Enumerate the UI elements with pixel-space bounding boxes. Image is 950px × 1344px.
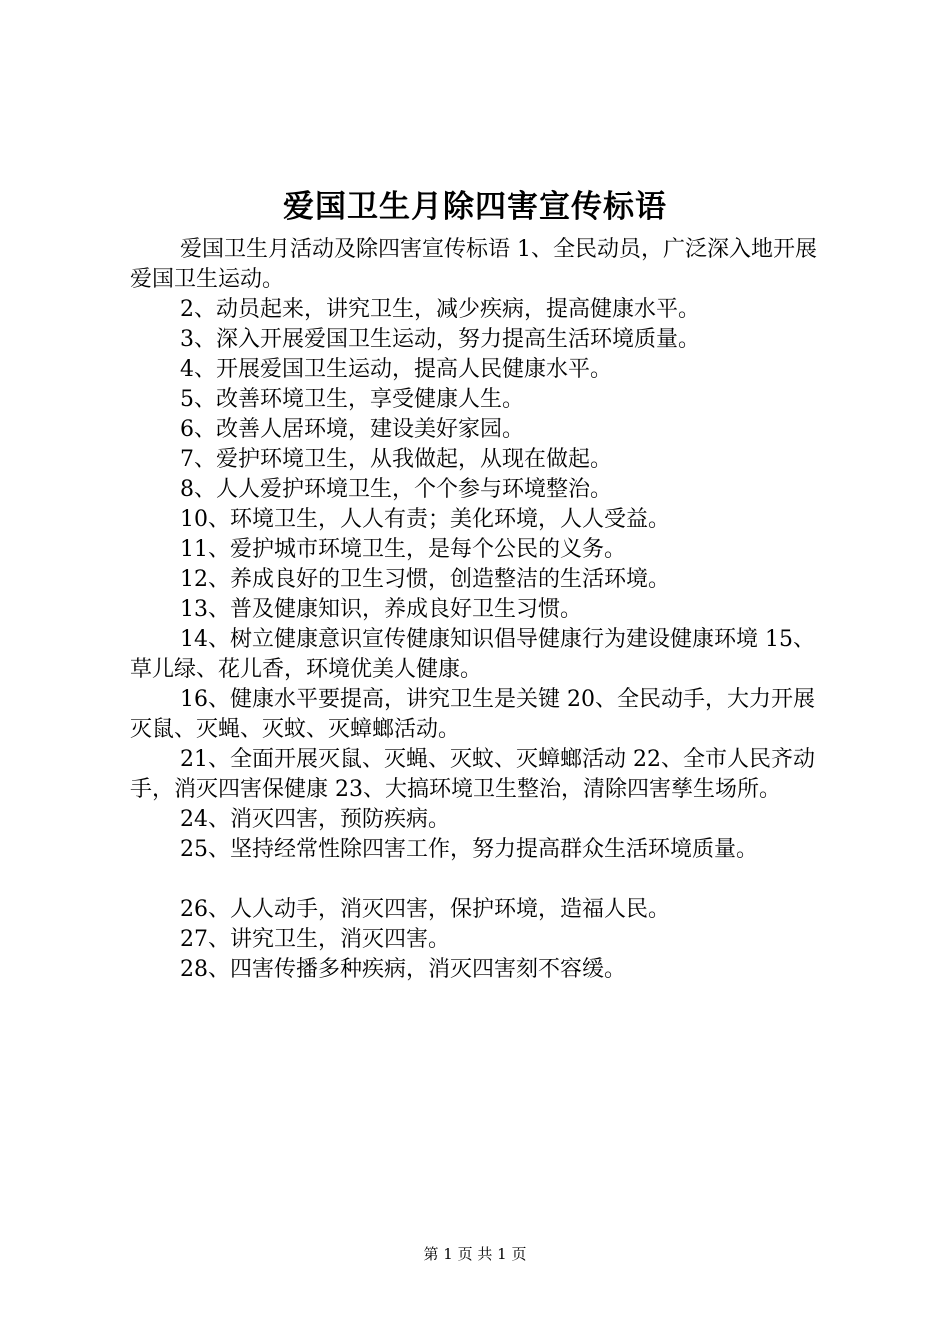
slogan-paragraph: 16、健康水平要提高，讲究卫生是关键 20、全民动手，大力开展灭鼠、灭蝇、灭蚊、灭蟑螂活动。	[130, 687, 815, 742]
slogan-paragraph: 11、爱护城市环境卫生，是每个公民的义务。	[180, 537, 626, 562]
slogan-paragraph: 5、改善环境卫生，享受健康人生。	[180, 387, 524, 412]
slogan-paragraph: 10、环境卫生，人人有责；美化环境，人人受益。	[180, 507, 670, 532]
slogan-paragraph: 4、开展爱国卫生运动，提高人民健康水平。	[180, 357, 612, 382]
slogan-paragraph: 爱国卫生月活动及除四害宣传标语 1、全民动员，广泛深入地开展爱国卫生运动。	[130, 237, 817, 292]
slogan-paragraph: 6、改善人居环境，建设美好家园。	[180, 417, 524, 442]
slogan-paragraph: 27、讲究卫生，消灭四害。	[180, 927, 450, 952]
slogan-paragraph: 7、爱护环境卫生，从我做起，从现在做起。	[180, 447, 612, 472]
slogan-paragraph: 24、消灭四害，预防疾病。	[180, 807, 450, 832]
document-body	[130, 235, 835, 985]
slogan-paragraph: 3、深入开展爱国卫生运动，努力提高生活环境质量。	[180, 327, 700, 352]
document-title: 爱国卫生月除四害宣传标语	[283, 189, 667, 225]
slogan-paragraph: 2、动员起来，讲究卫生，减少疾病，提高健康水平。	[180, 297, 700, 322]
slogan-paragraph: 28、四害传播多种疾病，消灭四害刻不容缓。	[180, 957, 626, 982]
slogan-paragraph: 26、人人动手，消灭四害，保护环境，造福人民。	[180, 897, 670, 922]
slogan-paragraph: 8、人人爱护环境卫生，个个参与环境整治。	[180, 477, 612, 502]
slogan-paragraph: 25、坚持经常性除四害工作，努力提高群众生活环境质量。	[180, 837, 758, 862]
slogan-paragraph: 12、养成良好的卫生习惯，创造整洁的生活环境。	[180, 567, 670, 592]
slogan-paragraph: 21、全面开展灭鼠、灭蝇、灭蚊、灭蟑螂活动 22、全市人民齐动手，消灭四害保健康 23、大搞环境卫生整治，清除四害孳生场所。	[130, 747, 815, 802]
slogan-paragraph: 14、树立健康意识宣传健康知识倡导健康行为建设健康环境 15、草儿绿、花儿香，环境优美人健康。	[130, 627, 815, 682]
page-number-footer: 第 1 页 共 1 页	[423, 1245, 527, 1263]
blank-line	[130, 865, 835, 895]
slogan-paragraph: 13、普及健康知识，养成良好卫生习惯。	[180, 597, 582, 622]
